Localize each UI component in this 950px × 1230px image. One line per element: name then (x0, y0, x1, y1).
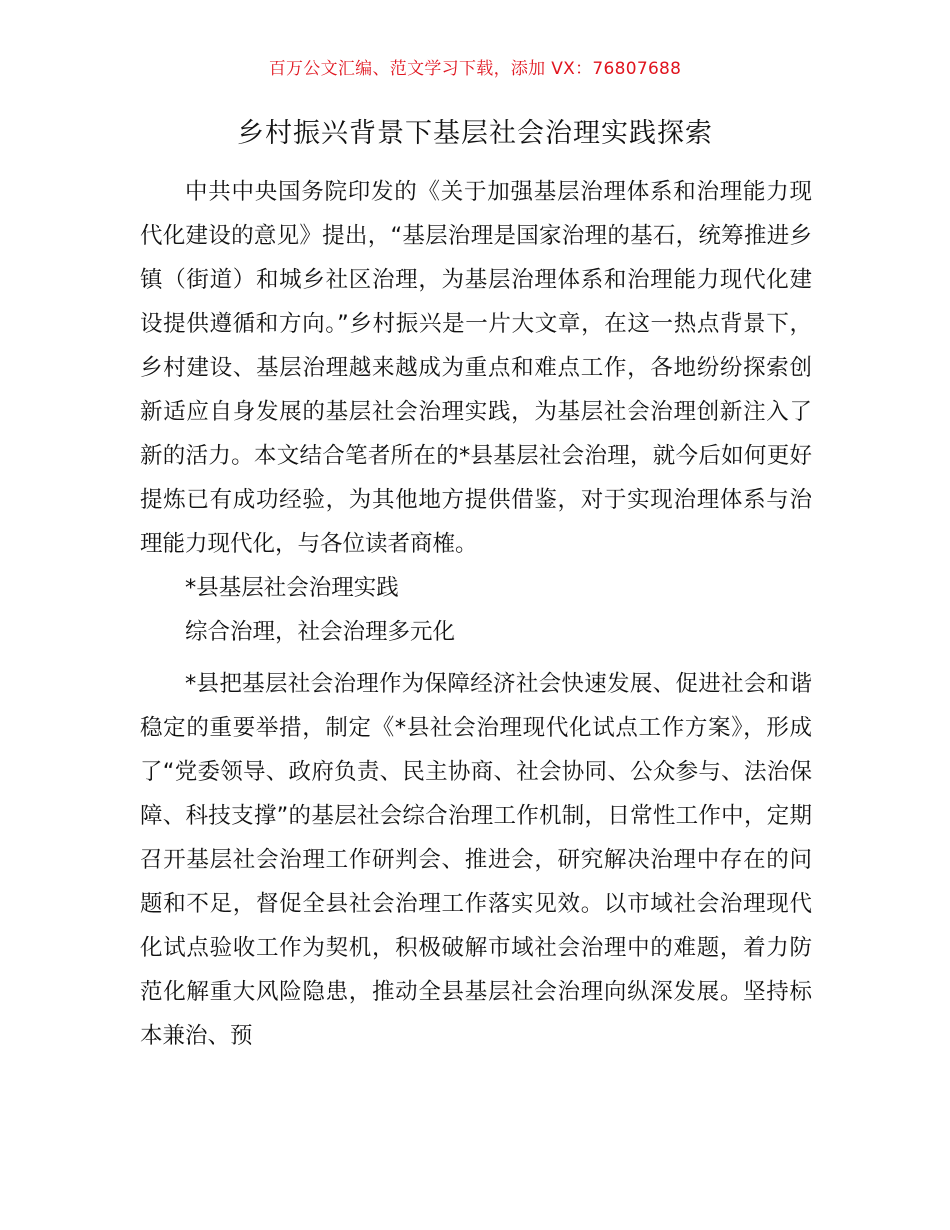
document-title: 乡村振兴背景下基层社会治理实践探索 (237, 118, 713, 149)
document-body (140, 170, 812, 1058)
subsection-heading: 综合治理，社会治理多元化 (185, 619, 456, 645)
section-heading: *县基层社会治理实践 (185, 575, 399, 601)
watermark-banner: 百万公文汇编、范文学习下载，添加 VX：76807688 (268, 59, 682, 79)
body-paragraph: *县把基层社会治理作为保障经济社会快速发展、促进社会和谐稳定的重要举措，制定《*县社会治理现代化试点工作方案》，形成了“党委领导、政府负责、民主协商、社会协同、公众参与、法治保障、科技支撑”的基层社会综合治理工作机制，日常性工作中，定期召开基层社会治理工作研判会、推进会，研究解决治理中存在的问题和不足，督促全县社会治理工作落实见效。以市域社会治理现代化试点验收工作为契机，积极破解市域社会治理中的难题，着力防范化解重大风险隐患，推动全县基层社会治理向纵深发展。坚持标本兼治、预 (140, 671, 812, 1049)
intro-paragraph: 中共中央国务院印发的《关于加强基层治理体系和治理能力现代化建设的意见》提出，“基层治理是国家治理的基石，统筹推进乡镇（街道）和城乡社区治理，为基层治理体系和治理能力现代化建设提供遵循和方向。”乡村振兴是一片大文章，在这一热点背景下，乡村建设、基层治理越来越成为重点和难点工作，各地纷纷探索创新适应自身发展的基层社会治理实践，为基层社会治理创新注入了新的活力。本文结合笔者所在的*县基层社会治理，就今后如何更好提炼已有成功经验，为其他地方提供借鉴，对于实现治理体系与治理能力现代化，与各位读者商榷。 (140, 179, 812, 557)
